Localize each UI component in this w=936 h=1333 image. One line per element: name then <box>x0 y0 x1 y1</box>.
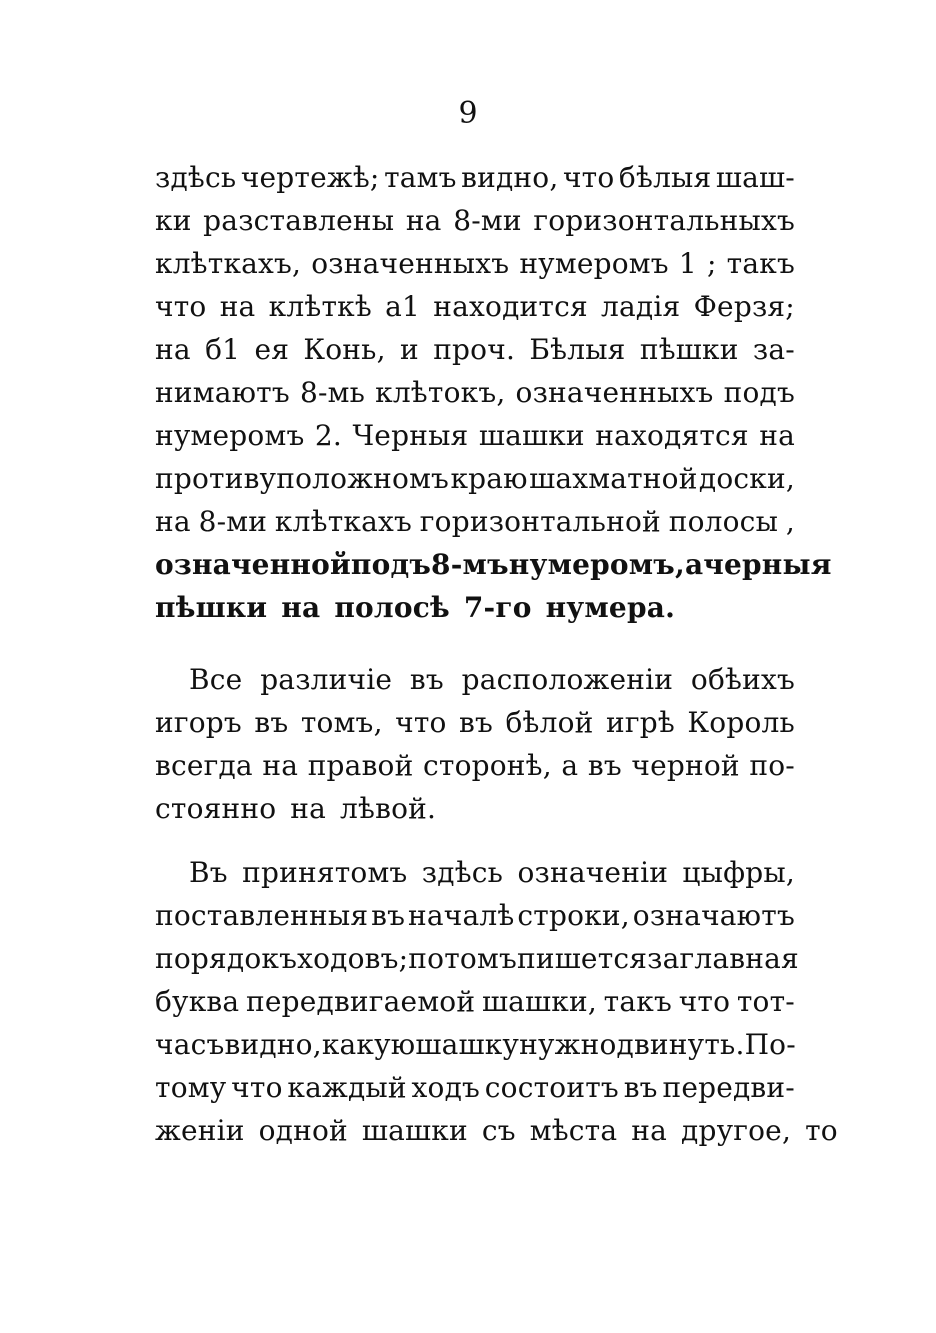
text-line: означенной подъ 8-мъ нумеромъ, а черныя <box>155 548 832 581</box>
text-line: на б1 ея Конь, и проч. Бѣлыя пѣшки за- <box>155 333 795 366</box>
text-line: нумеромъ 2. Черныя шашки находятся на <box>155 419 795 452</box>
paragraph-2 <box>155 658 795 830</box>
text-line: на 8-ми клѣткахъ горизонтальной полосы , <box>155 505 795 538</box>
text-line: ки разставлены на 8-ми горизонтальныхъ <box>155 204 795 237</box>
text-line: тому что каждый ходъ состоитъ въ передви- <box>155 1071 795 1104</box>
text-line: Все различіе въ расположеніи обѣихъ <box>189 663 795 696</box>
paragraph-1 <box>155 156 832 629</box>
text-line: здѣсь чертежѣ; тамъ видно, что бѣлыя шаш- <box>155 161 795 194</box>
text-line: противуположномъ краю шахматной доски, <box>155 462 795 495</box>
text-line: пѣшки на полосѣ 7-го нумера. <box>155 591 676 624</box>
text-line: часъ видно, какую шашку нужно двинуть. По- <box>155 1028 796 1061</box>
text-line: что на клѣткѣ a1 находится ладія Ферзя; <box>155 290 795 323</box>
text-line: порядокъ ходовъ; потомъ пишется заглавная <box>155 942 799 975</box>
text-line: Въ принятомъ здѣсь означеніи цыфры, <box>189 856 795 889</box>
text-line: всегда на правой сторонѣ, а въ черной по- <box>155 749 795 782</box>
text-line: нимаютъ 8-мь клѣтокъ, означенныхъ подъ <box>155 376 795 409</box>
page-number: 9 <box>458 96 478 131</box>
paragraph-3 <box>155 851 838 1152</box>
text-line: женіи одной шашки съ мѣста на другое, то <box>155 1114 838 1147</box>
text-line: буква передвигаемой шашки, такъ что тот- <box>155 985 795 1018</box>
text-line: клѣткахъ, означенныхъ нумеромъ 1 ; такъ <box>155 247 795 280</box>
text-line: поставленныя въ началѣ строки, означаютъ <box>155 899 795 932</box>
text-line: игоръ въ томъ, что въ бѣлой игрѣ Король <box>155 706 795 739</box>
text-line: стоянно на лѣвой. <box>155 792 437 825</box>
